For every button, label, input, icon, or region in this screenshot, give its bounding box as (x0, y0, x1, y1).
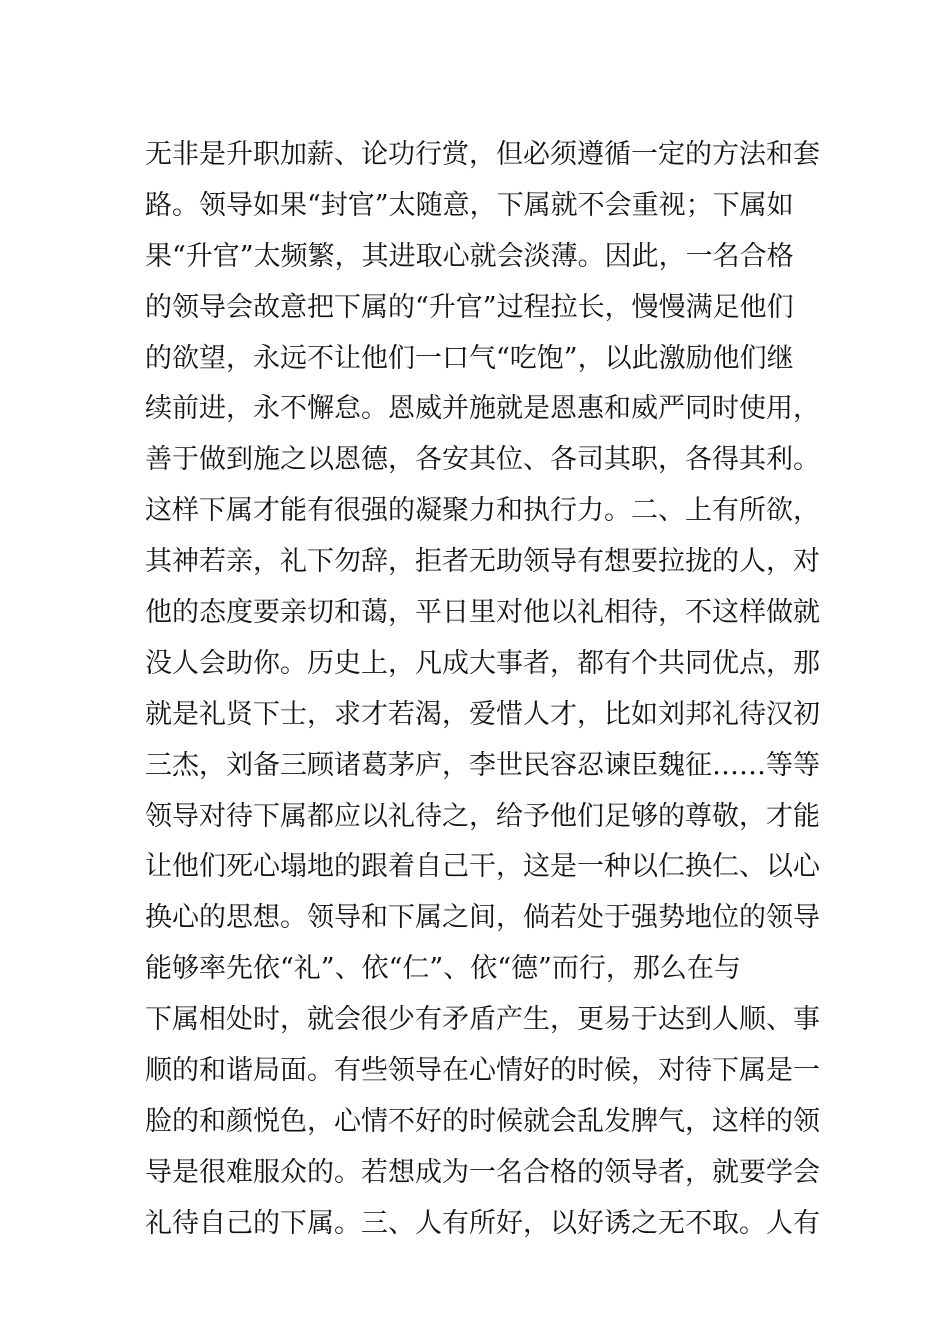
text-line: 这样下属才能有很强的凝聚力和执行力。二、上有所欲， (145, 495, 820, 527)
body-text (145, 130, 820, 1250)
text-line: 续前进，永不懈怠。恩威并施就是恩惠和威严同时使用， (145, 393, 820, 425)
text-line: 无非是升职加薪、论功行赏，但必须遵循一定的方法和套 (145, 139, 820, 170)
text-line: 脸的和颜悦色，心情不好的时候就会乱发脾气，这样的领 (145, 1105, 820, 1137)
text-line: 果“升官”太频繁，其进取心就会淡薄。因此，一名合格 (145, 240, 794, 272)
text-line: 顺的和谐局面。有些领导在心情好的时候，对待下属是一 (145, 1055, 820, 1087)
text-line: 三杰，刘备三顾诸葛茅庐，李世民容忍谏臣魏征……等等 (145, 749, 820, 781)
text-line: 礼待自己的下属。三、人有所好，以好诱之无不取。人有 (145, 1207, 820, 1239)
text-line: 其神若亲，礼下勿辞，拒者无助领导有想要拉拢的人，对 (145, 546, 820, 578)
text-line: 路。领导如果“封官”太随意，下属就不会重视；下属如 (145, 189, 794, 221)
text-line: 没人会助你。历史上，凡成大事者，都有个共同优点，那 (145, 647, 820, 679)
text-line: 的欲望，永远不让他们一口气“吃饱”，以此激励他们继 (145, 342, 794, 374)
text-line: 下属相处时，就会很少有矛盾产生，更易于达到人顺、事 (145, 1004, 820, 1036)
text-line: 换心的思想。领导和下属之间，倘若处于强势地位的领导 (145, 902, 820, 934)
text-line: 领导对待下属都应以礼待之，给予他们足够的尊敬，才能 (145, 800, 820, 832)
text-line: 的领导会故意把下属的“升官”过程拉长，慢慢满足他们 (145, 291, 794, 323)
text-line: 他的态度要亲切和蔼，平日里对他以礼相待，不这样做就 (145, 597, 820, 629)
text-line: 能够率先依“礼”、依“仁”、依“德”而行，那么在与 (145, 953, 741, 985)
text-line: 善于做到施之以恩德，各安其位、各司其职，各得其利。 (145, 444, 820, 476)
text-line: 就是礼贤下士，求才若渴，爱惜人才，比如刘邦礼待汉初 (145, 698, 820, 730)
text-line: 让他们死心塌地的跟着自己干，这是一种以仁换仁、以心 (145, 851, 820, 883)
text-line: 导是很难服众的。若想成为一名合格的领导者，就要学会 (145, 1156, 820, 1188)
